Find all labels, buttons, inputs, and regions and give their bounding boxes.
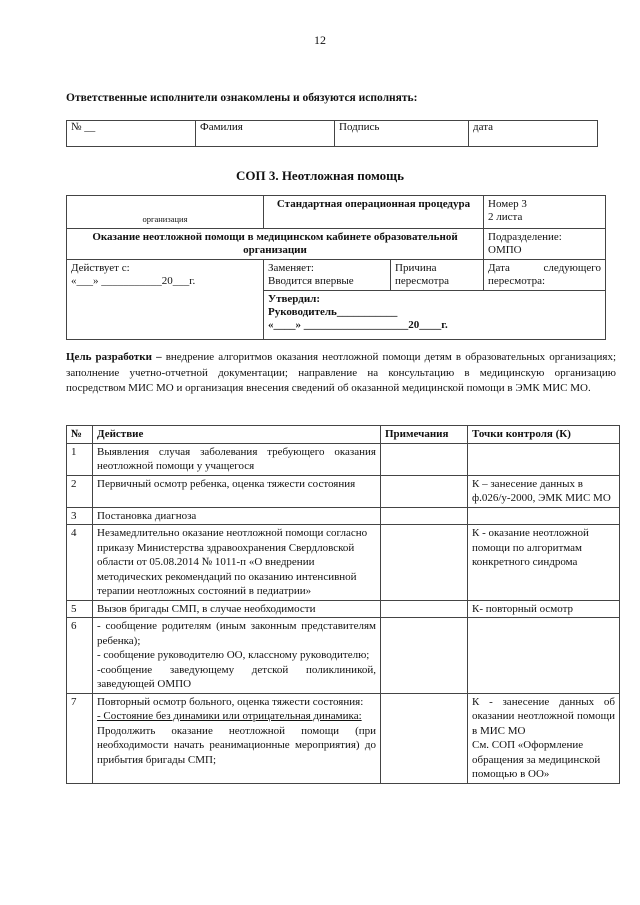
row-control-cell — [468, 693, 620, 783]
state-no-dynamics: - Состояние без динамики или отрицательная динамика: — [97, 710, 362, 722]
row-note — [381, 443, 468, 475]
row-note — [381, 600, 468, 618]
row-action: Незамедлительно оказание неотложной помощи согласно приказу Министерства здравоохранения Свердловской области от 05.08.2014 № 1011-п «О внедрении методических рекомендаций по оказанию интенсивной терапии неотложных состояний в педиатрии» — [93, 525, 381, 601]
row-number: 6 — [67, 618, 93, 694]
table-row — [67, 693, 620, 783]
sop-header-table — [66, 195, 606, 340]
division-label: Подразделение: — [488, 231, 562, 243]
row-action: Выявления случая заболевания требующего оказания неотложной помощи у учащегося — [93, 443, 381, 475]
sign-signature-header: Подпись — [335, 121, 469, 147]
notify-parents: - сообщение родителям (иным законным представителям ребенка); — [97, 620, 376, 647]
table-row — [67, 618, 620, 694]
replaces-value: Вводится впервые — [268, 275, 354, 287]
goal-text: внедрение алгоритмов оказания неотложной помощи детям в образовательных организациях; заполнение учетно-отчетной документации; направление на консультацию в медицинскую организацию посредством МИС МО и организация внесения сведений об оказанной медицинской помощи в ЭМК МИС МО. — [66, 351, 617, 394]
row-number: 4 — [67, 525, 93, 601]
sign-number-header: № __ — [67, 121, 196, 147]
action-table — [66, 425, 620, 784]
row-control: К – занесение данных в ф.026/у-2000, ЭМК МИС МО — [468, 475, 620, 507]
review-reason-line2: пересмотра — [395, 275, 449, 287]
row-control: К- повторный осмотр — [468, 600, 620, 618]
row-control — [468, 443, 620, 475]
sop-number: Номер 3 — [488, 198, 527, 210]
number-cell — [484, 196, 606, 229]
replaces-label: Заменяет: — [268, 262, 314, 274]
row-note — [381, 475, 468, 507]
page-number: 12 — [314, 33, 326, 47]
procedure-title: Оказание неотложной помощи в медицинском кабинете образовательной организации — [92, 231, 458, 256]
row-action: Первичный осмотр ребенка, оценка тяжести состояния — [93, 475, 381, 507]
row-number: 1 — [67, 443, 93, 475]
valid-from-label: Действует с: — [71, 262, 130, 274]
signature-table — [66, 120, 598, 147]
row-number: 7 — [67, 693, 93, 783]
replaces-cell — [264, 260, 391, 291]
col-number-header: № — [67, 426, 93, 444]
sop-title: СОП 3. Неотложная помощь — [235, 168, 405, 183]
row-action-cell — [93, 618, 381, 694]
signature-row — [67, 121, 598, 147]
review-reason-cell — [391, 260, 484, 291]
approved-date: «____» ___________________20____г. — [268, 319, 448, 331]
table-row — [67, 600, 620, 618]
row-note — [381, 693, 468, 783]
std-procedure-label: Стандартная операционная процедура — [276, 198, 471, 210]
col-notes-header: Примечания — [381, 426, 468, 444]
next-review-cell — [484, 260, 606, 291]
table-row — [67, 525, 620, 601]
acknowledge-heading: Ответственные исполнители ознакомлены и обязуются исполнять: — [66, 92, 418, 104]
row-action-cell — [93, 693, 381, 783]
row-number: 5 — [67, 600, 93, 618]
approver: Руководитель___________ — [268, 306, 398, 318]
table-row — [67, 507, 620, 525]
procedure-title-cell — [67, 229, 484, 260]
sign-date-header: дата — [469, 121, 598, 147]
row-number: 3 — [67, 507, 93, 525]
sheet-count: 2 листа — [488, 211, 523, 223]
row-note — [381, 618, 468, 694]
valid-from-cell — [67, 260, 264, 340]
col-control-header: Точки контроля (К) — [468, 426, 620, 444]
row-note — [381, 525, 468, 601]
table-row — [67, 475, 620, 507]
review-reason-line1: Причина — [395, 262, 437, 274]
goal-paragraph — [66, 350, 616, 397]
row-control — [468, 507, 620, 525]
row-note — [381, 507, 468, 525]
division-value: ОМПО — [488, 244, 522, 256]
next-review-label: Дата следующего пересмотра: — [488, 262, 601, 287]
continue-care: Продолжить оказание неотложной помощи (при необходимости начать реанимационные мероприятия) до прибытия бригады СМП; — [97, 724, 376, 766]
row-action: Вызов бригады СМП, в случае необходимости — [93, 600, 381, 618]
goal-label: Цель разработки – — [66, 351, 166, 363]
organization-cell — [67, 196, 264, 229]
row-number: 2 — [67, 475, 93, 507]
organization-label: организация — [142, 214, 188, 224]
repeat-exam: Повторный осмотр больного, оценка тяжести состояния: — [97, 695, 364, 708]
col-action-header: Действие — [93, 426, 381, 444]
notify-principal: - сообщение руководителю ОО, классному руководителю; — [97, 649, 370, 661]
division-cell — [484, 229, 606, 260]
approval-cell — [264, 291, 606, 340]
std-procedure-cell — [264, 196, 484, 229]
control-sop-reference: См. СОП «Оформление обращения за медицинской помощью в ОО» — [472, 739, 601, 780]
table-row — [67, 443, 620, 475]
valid-from-date: «___» ___________20___г. — [71, 275, 196, 287]
table-header-row — [67, 426, 620, 444]
row-control: К - оказание неотложной помощи по алгоритмам конкретного синдрома — [468, 525, 620, 601]
approved-label: Утвердил: — [268, 293, 321, 305]
row-control — [468, 618, 620, 694]
notify-clinic-head: -сообщение заведующему детской поликлиникой, заведующей ОМПО — [97, 663, 376, 690]
sign-surname-header: Фамилия — [196, 121, 335, 147]
row-action: Постановка диагноза — [93, 507, 381, 525]
control-mis-entry: К - занесение данных об оказании неотложной помощи в МИС МО — [472, 695, 615, 737]
